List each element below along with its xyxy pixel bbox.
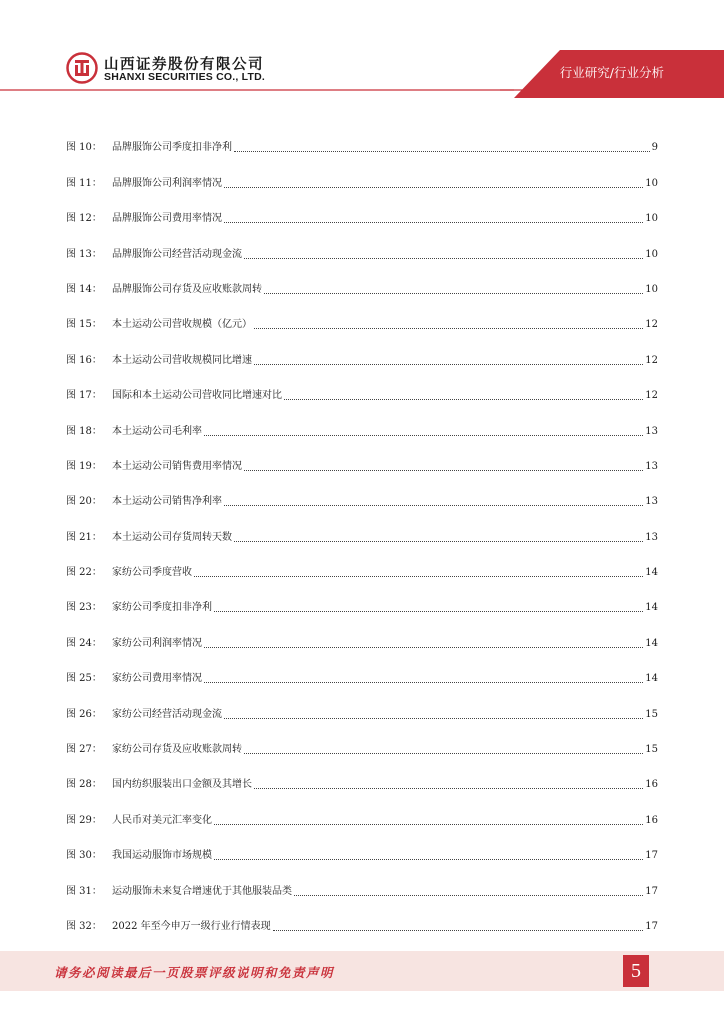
toc-entry[interactable] bbox=[66, 261, 658, 296]
toc-entry-number: 图 11： bbox=[66, 177, 102, 189]
toc-entry[interactable] bbox=[66, 756, 658, 791]
toc-entry-page: 9 bbox=[651, 142, 658, 154]
toc-leader-dots bbox=[204, 434, 643, 436]
toc-entry-title: 2022 年至今申万一级行业行情表现 bbox=[112, 920, 271, 932]
toc-entry-title: 品牌服饰公司利润率情况 bbox=[112, 177, 222, 189]
toc-entry-number: 图 27： bbox=[66, 744, 102, 756]
toc-leader-dots bbox=[214, 610, 643, 612]
toc-entry-title: 家纺公司季度营收 bbox=[112, 567, 192, 579]
toc-entry-number: 图 18： bbox=[66, 425, 102, 437]
toc-entry-title: 本土运动公司营收规模同比增速 bbox=[112, 354, 252, 366]
page-number: 5 bbox=[623, 955, 649, 987]
toc-entry-number: 图 29： bbox=[66, 814, 102, 826]
toc-entry-number: 图 26： bbox=[66, 708, 102, 720]
toc-entry-title: 本土运动公司毛利率 bbox=[112, 425, 202, 437]
toc-entry[interactable] bbox=[66, 473, 658, 508]
toc-leader-dots bbox=[254, 327, 643, 329]
toc-leader-dots bbox=[224, 504, 643, 506]
toc-entry-title: 家纺公司季度扣非净利 bbox=[112, 602, 212, 614]
toc-entry-page: 17 bbox=[645, 850, 658, 862]
toc-entry[interactable] bbox=[66, 367, 658, 402]
toc-entry[interactable] bbox=[66, 154, 658, 189]
toc-entry[interactable] bbox=[66, 579, 658, 614]
company-logo-icon bbox=[66, 52, 98, 84]
toc-entry[interactable] bbox=[66, 402, 658, 437]
toc-entry-title: 家纺公司费用率情况 bbox=[112, 673, 202, 685]
disclaimer-note: 请务必阅读最后一页股票评级说明和免责声明 bbox=[54, 965, 335, 980]
toc-entry-title: 品牌服饰公司经营活动现金流 bbox=[112, 248, 242, 260]
toc-entry-number: 图 21： bbox=[66, 531, 102, 543]
toc-leader-dots bbox=[194, 575, 643, 577]
toc-entry-number: 图 28： bbox=[66, 779, 102, 791]
toc-entry-number: 图 15： bbox=[66, 319, 102, 331]
figure-table-of-contents bbox=[66, 119, 658, 933]
toc-leader-dots bbox=[284, 398, 643, 400]
toc-entry-number: 图 10： bbox=[66, 142, 102, 154]
toc-entry-page: 17 bbox=[645, 920, 658, 932]
toc-entry-page: 14 bbox=[645, 602, 658, 614]
toc-entry-page: 12 bbox=[645, 354, 658, 366]
toc-leader-dots bbox=[234, 150, 650, 152]
toc-leader-dots bbox=[224, 717, 643, 719]
toc-entry-number: 图 32： bbox=[66, 920, 102, 932]
toc-entry-title: 家纺公司经营活动现金流 bbox=[112, 708, 222, 720]
toc-entry-title: 国际和本土运动公司营收同比增速对比 bbox=[112, 390, 282, 402]
toc-entry-page: 12 bbox=[645, 390, 658, 402]
toc-entry-page: 16 bbox=[645, 779, 658, 791]
toc-leader-dots bbox=[224, 186, 643, 188]
toc-entry-page: 17 bbox=[645, 885, 658, 897]
toc-entry-title: 本土运动公司营收规模（亿元） bbox=[112, 319, 252, 331]
toc-entry-page: 12 bbox=[645, 319, 658, 331]
toc-entry-number: 图 13： bbox=[66, 248, 102, 260]
toc-entry[interactable] bbox=[66, 614, 658, 649]
toc-entry-page: 10 bbox=[645, 213, 658, 225]
page-header bbox=[0, 0, 724, 110]
toc-entry-page: 13 bbox=[645, 496, 658, 508]
toc-entry-number: 图 14： bbox=[66, 283, 102, 295]
toc-entry-title: 本土运动公司销售费用率情况 bbox=[112, 460, 242, 472]
toc-leader-dots bbox=[214, 858, 643, 860]
toc-leader-dots bbox=[273, 929, 644, 931]
toc-entry-number: 图 16： bbox=[66, 354, 102, 366]
toc-entry-page: 14 bbox=[645, 567, 658, 579]
toc-entry[interactable] bbox=[66, 508, 658, 543]
toc-entry[interactable] bbox=[66, 685, 658, 720]
toc-leader-dots bbox=[294, 894, 643, 896]
toc-entry[interactable] bbox=[66, 898, 658, 933]
toc-entry-page: 14 bbox=[645, 637, 658, 649]
toc-entry-number: 图 19： bbox=[66, 460, 102, 472]
toc-entry-number: 图 17： bbox=[66, 390, 102, 402]
toc-entry-title: 品牌服饰公司费用率情况 bbox=[112, 213, 222, 225]
toc-entry[interactable] bbox=[66, 190, 658, 225]
toc-leader-dots bbox=[254, 363, 643, 365]
toc-entry[interactable] bbox=[66, 225, 658, 260]
toc-entry-title: 国内纺织服装出口金额及其增长 bbox=[112, 779, 252, 791]
company-name-en: SHANXI SECURITIES CO., LTD. bbox=[104, 71, 265, 83]
toc-entry-page: 10 bbox=[645, 177, 658, 189]
toc-leader-dots bbox=[224, 221, 643, 223]
toc-leader-dots bbox=[244, 469, 643, 471]
toc-entry-title: 运动服饰未来复合增速优于其他服装品类 bbox=[112, 885, 292, 897]
toc-leader-dots bbox=[264, 292, 643, 294]
toc-entry-page: 13 bbox=[645, 425, 658, 437]
toc-leader-dots bbox=[204, 681, 643, 683]
toc-entry-page: 15 bbox=[645, 744, 658, 756]
toc-leader-dots bbox=[254, 787, 643, 789]
toc-entry[interactable] bbox=[66, 438, 658, 473]
toc-entry[interactable] bbox=[66, 791, 658, 826]
toc-entry-number: 图 23： bbox=[66, 602, 102, 614]
toc-entry[interactable] bbox=[66, 119, 658, 154]
toc-entry-page: 14 bbox=[645, 673, 658, 685]
toc-entry-number: 图 30： bbox=[66, 850, 102, 862]
company-name-cn: 山西证券股份有限公司 bbox=[104, 57, 264, 73]
toc-entry-title: 本土运动公司销售净利率 bbox=[112, 496, 222, 508]
toc-entry-title: 家纺公司存货及应收账款周转 bbox=[112, 744, 242, 756]
toc-entry-title: 品牌服饰公司季度扣非净利 bbox=[112, 142, 232, 154]
toc-entry-title: 人民币对美元汇率变化 bbox=[112, 814, 212, 826]
toc-entry-page: 13 bbox=[645, 460, 658, 472]
toc-entry[interactable] bbox=[66, 827, 658, 862]
toc-entry[interactable] bbox=[66, 650, 658, 685]
toc-entry-number: 图 24： bbox=[66, 637, 102, 649]
toc-entry[interactable] bbox=[66, 862, 658, 897]
toc-entry[interactable] bbox=[66, 331, 658, 366]
toc-entry-page: 10 bbox=[645, 283, 658, 295]
toc-entry-number: 图 12： bbox=[66, 213, 102, 225]
toc-entry-page: 10 bbox=[645, 248, 658, 260]
toc-leader-dots bbox=[204, 646, 643, 648]
toc-leader-dots bbox=[214, 823, 643, 825]
toc-leader-dots bbox=[234, 540, 643, 542]
toc-entry-title: 本土运动公司存货周转天数 bbox=[112, 531, 232, 543]
toc-entry-title: 家纺公司利润率情况 bbox=[112, 637, 202, 649]
toc-entry[interactable] bbox=[66, 296, 658, 331]
toc-entry-title: 我国运动服饰市场规模 bbox=[112, 850, 212, 862]
toc-leader-dots bbox=[244, 257, 643, 259]
toc-entry-number: 图 25： bbox=[66, 673, 102, 685]
toc-entry-page: 16 bbox=[645, 814, 658, 826]
toc-entry-page: 15 bbox=[645, 708, 658, 720]
toc-entry[interactable] bbox=[66, 544, 658, 579]
toc-entry-page: 13 bbox=[645, 531, 658, 543]
report-category-tag: 行业研究/行业分析 bbox=[559, 65, 664, 80]
toc-entry-number: 图 22： bbox=[66, 567, 102, 579]
toc-entry-number: 图 31： bbox=[66, 885, 102, 897]
toc-entry-number: 图 20： bbox=[66, 496, 102, 508]
toc-leader-dots bbox=[244, 752, 643, 754]
toc-entry-title: 品牌服饰公司存货及应收账款周转 bbox=[112, 283, 262, 295]
toc-entry[interactable] bbox=[66, 721, 658, 756]
